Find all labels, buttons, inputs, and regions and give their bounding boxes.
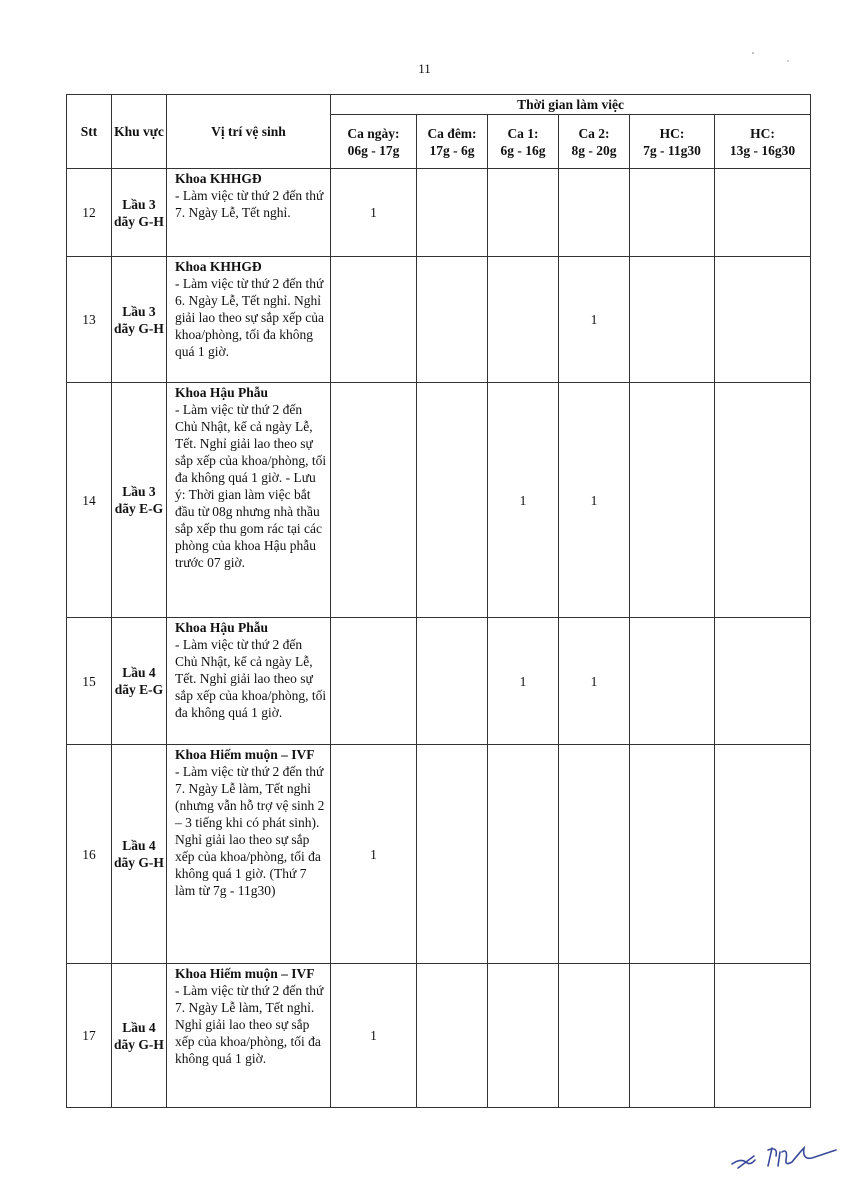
shift-name: HC:: [750, 125, 775, 141]
shift-cell: [417, 618, 488, 745]
shift-cell: [488, 964, 559, 1108]
dept-name: Khoa KHHGĐ: [175, 259, 262, 274]
shift-cell: 1: [331, 964, 417, 1108]
shift-cell: [715, 383, 811, 618]
shift-cell: [417, 383, 488, 618]
shift-name: Ca ngày:: [347, 125, 400, 141]
shift-cell: [630, 964, 715, 1108]
table-row: [67, 169, 811, 257]
table-row: [67, 618, 811, 745]
dept-description: - Làm việc từ thứ 2 đến Chủ Nhật, kể cả ngày Lễ, Tết. Nghỉ giải lao theo sự sắp xếp của khoa/phòng, tối đa không quá 1 giờ. - Lưu ý: Thời gian làm việc bắt đầu từ 08g nhưng nhà thầu sắp xếp thu gom rác tại các phòng của khoa Hậu phẫu trước 07 giờ.: [175, 402, 327, 570]
dept-name: Khoa Hiếm muộn – IVF: [175, 966, 315, 981]
row-location: [167, 964, 331, 1108]
header-location: Vị trí vệ sinh: [167, 95, 331, 169]
shift-cell: [331, 383, 417, 618]
shift-cell: [488, 257, 559, 383]
shift-cell: 1: [488, 383, 559, 618]
shift-cell: [488, 745, 559, 964]
table-row: [67, 257, 811, 383]
header-shift: [715, 115, 811, 169]
scan-specks: [745, 47, 795, 67]
header-shift: [630, 115, 715, 169]
dept-description: - Làm việc từ thứ 2 đến thứ 7. Ngày Lễ làm, Tết nghỉ. Nghỉ giải lao theo sự sắp xếp của khoa/phòng, tối đa không quá 1 giờ.: [175, 983, 324, 1066]
shift-cell: [559, 964, 630, 1108]
shift-cell: [715, 618, 811, 745]
row-location: [167, 169, 331, 257]
row-stt: 12: [67, 169, 112, 257]
shift-cell: 1: [559, 383, 630, 618]
row-area: Lầu 3 dãy G-H: [112, 257, 167, 383]
row-area: Lầu 4 dãy G-H: [112, 745, 167, 964]
dept-description: - Làm việc từ thứ 2 đến thứ 7. Ngày Lễ, Tết nghỉ.: [175, 188, 324, 220]
row-area: Lầu 3 dãy G-H: [112, 169, 167, 257]
shift-cell: 1: [559, 618, 630, 745]
table-row: [67, 383, 811, 618]
shift-cell: 1: [559, 257, 630, 383]
shift-time: 06g - 17g: [347, 142, 400, 158]
dept-description: - Làm việc từ thứ 2 đến Chủ Nhật, kể cả ngày Lễ, Tết. Nghỉ giải lao theo sự sắp xếp của khoa/phòng, tối đa không quá 1 giờ.: [175, 637, 327, 720]
header-working-time: Thời gian làm việc: [331, 95, 811, 115]
row-stt: 13: [67, 257, 112, 383]
shift-cell: 1: [488, 618, 559, 745]
header-shift: [559, 115, 630, 169]
table-row: [67, 745, 811, 964]
row-stt: 15: [67, 618, 112, 745]
row-area: Lầu 4 dãy G-H: [112, 964, 167, 1108]
handwritten-initials: [728, 1138, 840, 1174]
shift-name: Ca đêm:: [427, 125, 477, 141]
shift-cell: 1: [331, 169, 417, 257]
shift-cell: [417, 964, 488, 1108]
shift-cell: [559, 745, 630, 964]
shift-cell: [417, 257, 488, 383]
shift-cell: [715, 745, 811, 964]
dept-description: - Làm việc từ thứ 2 đến thứ 7. Ngày Lễ làm, Tết nghỉ (nhưng vẫn hỗ trợ vệ sinh 2 – 3 tiếng khi có phát sinh). Nghỉ giải lao theo sự sắp xếp của khoa/phòng, tối đa không quá 1 giờ. (Thứ 7 làm từ 7g - 11g30): [175, 764, 325, 898]
shift-cell: [630, 383, 715, 618]
shift-name: Ca 2:: [578, 125, 610, 141]
row-stt: 16: [67, 745, 112, 964]
dept-name: Khoa Hiếm muộn – IVF: [175, 747, 315, 762]
shift-cell: [417, 745, 488, 964]
shift-cell: [630, 745, 715, 964]
header-stt: Stt: [67, 95, 112, 169]
row-stt: 14: [67, 383, 112, 618]
row-location: [167, 618, 331, 745]
shift-cell: [630, 618, 715, 745]
shift-time: 17g - 6g: [429, 142, 475, 158]
row-stt: 17: [67, 964, 112, 1108]
row-location: [167, 745, 331, 964]
header-shift: [417, 115, 488, 169]
shift-time: 8g - 20g: [571, 142, 617, 158]
dept-name: Khoa KHHGĐ: [175, 171, 262, 186]
header-shift: [488, 115, 559, 169]
dept-name: Khoa Hậu Phẫu: [175, 385, 269, 400]
header-shift: [331, 115, 417, 169]
dept-description: - Làm việc từ thứ 2 đến thứ 6. Ngày Lễ, Tết nghỉ. Nghỉ giải lao theo sự sắp xếp của khoa/phòng, tối đa không quá 1 giờ.: [175, 276, 325, 359]
header-area: Khu vực: [112, 95, 167, 169]
page-number: 11: [418, 61, 431, 76]
table-row: [67, 964, 811, 1108]
shift-cell: [715, 257, 811, 383]
shift-cell: [331, 618, 417, 745]
shift-time: 6g - 16g: [500, 142, 546, 158]
shift-cell: [331, 257, 417, 383]
dept-name: Khoa Hậu Phẫu: [175, 620, 269, 635]
shift-cell: [417, 169, 488, 257]
shift-cell: [630, 169, 715, 257]
shift-cell: [630, 257, 715, 383]
shift-cell: [488, 169, 559, 257]
row-area: Lầu 3 dãy E-G: [112, 383, 167, 618]
row-area: Lầu 4 dãy E-G: [112, 618, 167, 745]
shift-name: HC:: [659, 125, 685, 141]
shift-cell: 1: [331, 745, 417, 964]
row-location: [167, 383, 331, 618]
shift-cell: [715, 964, 811, 1108]
shift-cell: [559, 169, 630, 257]
shift-name: Ca 1:: [507, 125, 539, 141]
row-location: [167, 257, 331, 383]
shift-cell: [715, 169, 811, 257]
shift-time: 13g - 16g30: [729, 142, 796, 158]
shift-time: 7g - 11g30: [643, 142, 701, 158]
cleaning-schedule-table: [66, 94, 811, 1108]
